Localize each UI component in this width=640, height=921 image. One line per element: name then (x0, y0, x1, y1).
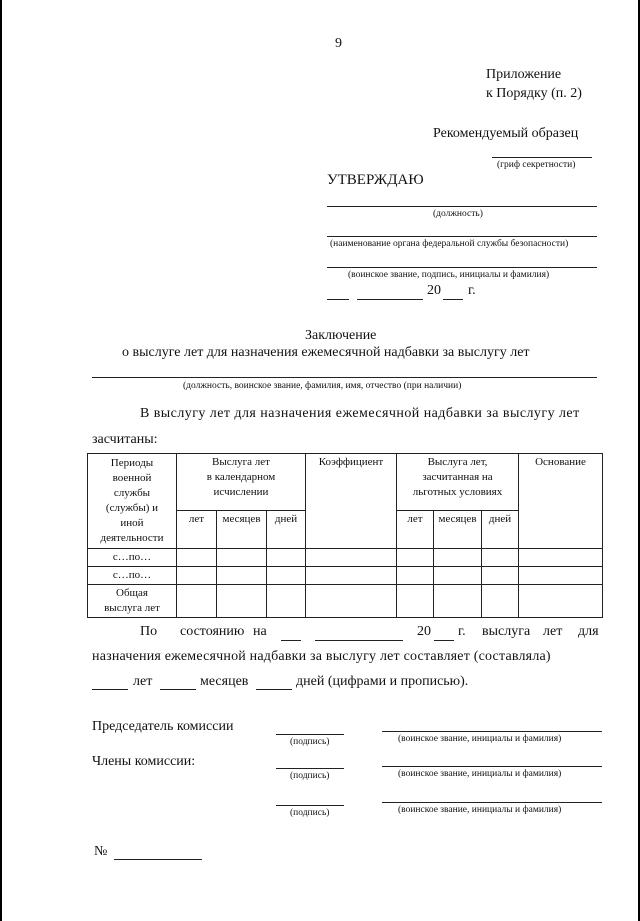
intro-line2: засчитаны: (92, 432, 158, 447)
service-table (87, 453, 603, 618)
header-periods: Периоды военной службы (службы) и иной деятельности (88, 454, 177, 549)
status-dlya: для (578, 624, 599, 639)
chairman-signature-caption: (подпись) (290, 737, 330, 747)
table-row (88, 549, 603, 567)
member1-rank-line (382, 766, 602, 767)
status-let: лет (543, 624, 563, 639)
sub-days-pref: дней (482, 511, 519, 549)
status-sostoyaniyu: состоянию (180, 624, 245, 639)
member2-signature-caption: (подпись) (290, 808, 330, 818)
years-label: лет (133, 674, 153, 689)
position-line (327, 206, 597, 207)
person-caption: (должность, воинское звание, фамилия, имя, отчество (при наличии) (183, 381, 462, 391)
date-year-line (443, 299, 463, 300)
row2-period: с…по… (88, 567, 177, 585)
status-po: По (140, 624, 158, 639)
date-day-line (327, 299, 349, 300)
secrecy-line (492, 157, 592, 158)
date-suffix: г. (468, 283, 476, 298)
member1-rank-caption: (воинское звание, инициалы и фамилия) (398, 769, 562, 779)
status-month-line (315, 640, 403, 641)
appendix-line1: Приложение (486, 67, 562, 82)
number-line (114, 859, 202, 860)
sub-months: месяцев (217, 511, 267, 549)
months-label: месяцев (200, 674, 249, 689)
years-line (92, 689, 128, 690)
chairman-label: Председатель комиссии (92, 719, 234, 734)
member2-signature-line (276, 805, 344, 806)
status-day-line (281, 640, 301, 641)
title-line1: Заключение (305, 328, 377, 343)
page-number: 9 (335, 36, 342, 51)
title-line2: о выслуге лет для назначения ежемесячной надбавки за выслугу лет (122, 345, 530, 360)
chairman-rank-line (382, 731, 602, 732)
chairman-rank-caption: (воинское звание, инициалы и фамилия) (398, 734, 562, 744)
member1-signature-caption: (подпись) (290, 771, 330, 781)
months-line (160, 689, 196, 690)
rank-line (327, 267, 597, 268)
person-line (92, 377, 597, 378)
days-label: дней (цифрами и прописью). (296, 674, 469, 689)
header-coefficient: Коэффициент (306, 454, 397, 549)
header-preferential: Выслуга лет, засчитанная на льготных условиях (397, 454, 519, 511)
status-na: на (253, 624, 267, 639)
chairman-signature-line (276, 734, 344, 735)
total-label: Общая выслуга лет (88, 585, 177, 618)
approve-heading: УТВЕРЖДАЮ (327, 172, 424, 188)
position-caption: (должность) (433, 209, 483, 219)
secrecy-caption: (гриф секретности) (497, 160, 576, 170)
days-line (256, 689, 292, 690)
status-g: г. (458, 624, 466, 639)
member1-signature-line (276, 768, 344, 769)
sub-years: лет (177, 511, 217, 549)
row1-period: с…по… (88, 549, 177, 567)
member2-rank-line (382, 802, 602, 803)
table-row (88, 567, 603, 585)
members-label: Члены комиссии: (92, 754, 196, 769)
status-vyslugа: выслуга (482, 624, 531, 639)
appendix-line2: к Порядку (п. 2) (486, 86, 582, 101)
date-year-prefix: 20 (427, 283, 441, 298)
date-month-line (357, 299, 423, 300)
header-calendar: Выслуга лет в календарном исчислении (177, 454, 306, 511)
header-basis: Основание (519, 454, 603, 549)
sub-months-pref: месяцев (434, 511, 482, 549)
sub-days: дней (267, 511, 306, 549)
organ-line (327, 236, 597, 237)
status-year-prefix: 20 (417, 624, 431, 639)
sub-years-pref: лет (397, 511, 434, 549)
table-row-total (88, 585, 603, 618)
status-year-line (434, 640, 454, 641)
intro-line1: В выслугу лет для назначения ежемесячной надбавки за выслугу лет (140, 406, 580, 421)
rank-caption: (воинское звание, подпись, инициалы и фамилия) (348, 270, 550, 280)
number-sign: № (94, 844, 108, 859)
sample-label: Рекомендуемый образец (433, 126, 579, 141)
member2-rank-caption: (воинское звание, инициалы и фамилия) (398, 805, 562, 815)
scan-border-left (0, 0, 2, 921)
organ-caption: (наименование органа федеральной службы безопасности) (330, 239, 569, 249)
status-line2: назначения ежемесячной надбавки за выслугу лет составляет (составляла) (92, 649, 551, 664)
